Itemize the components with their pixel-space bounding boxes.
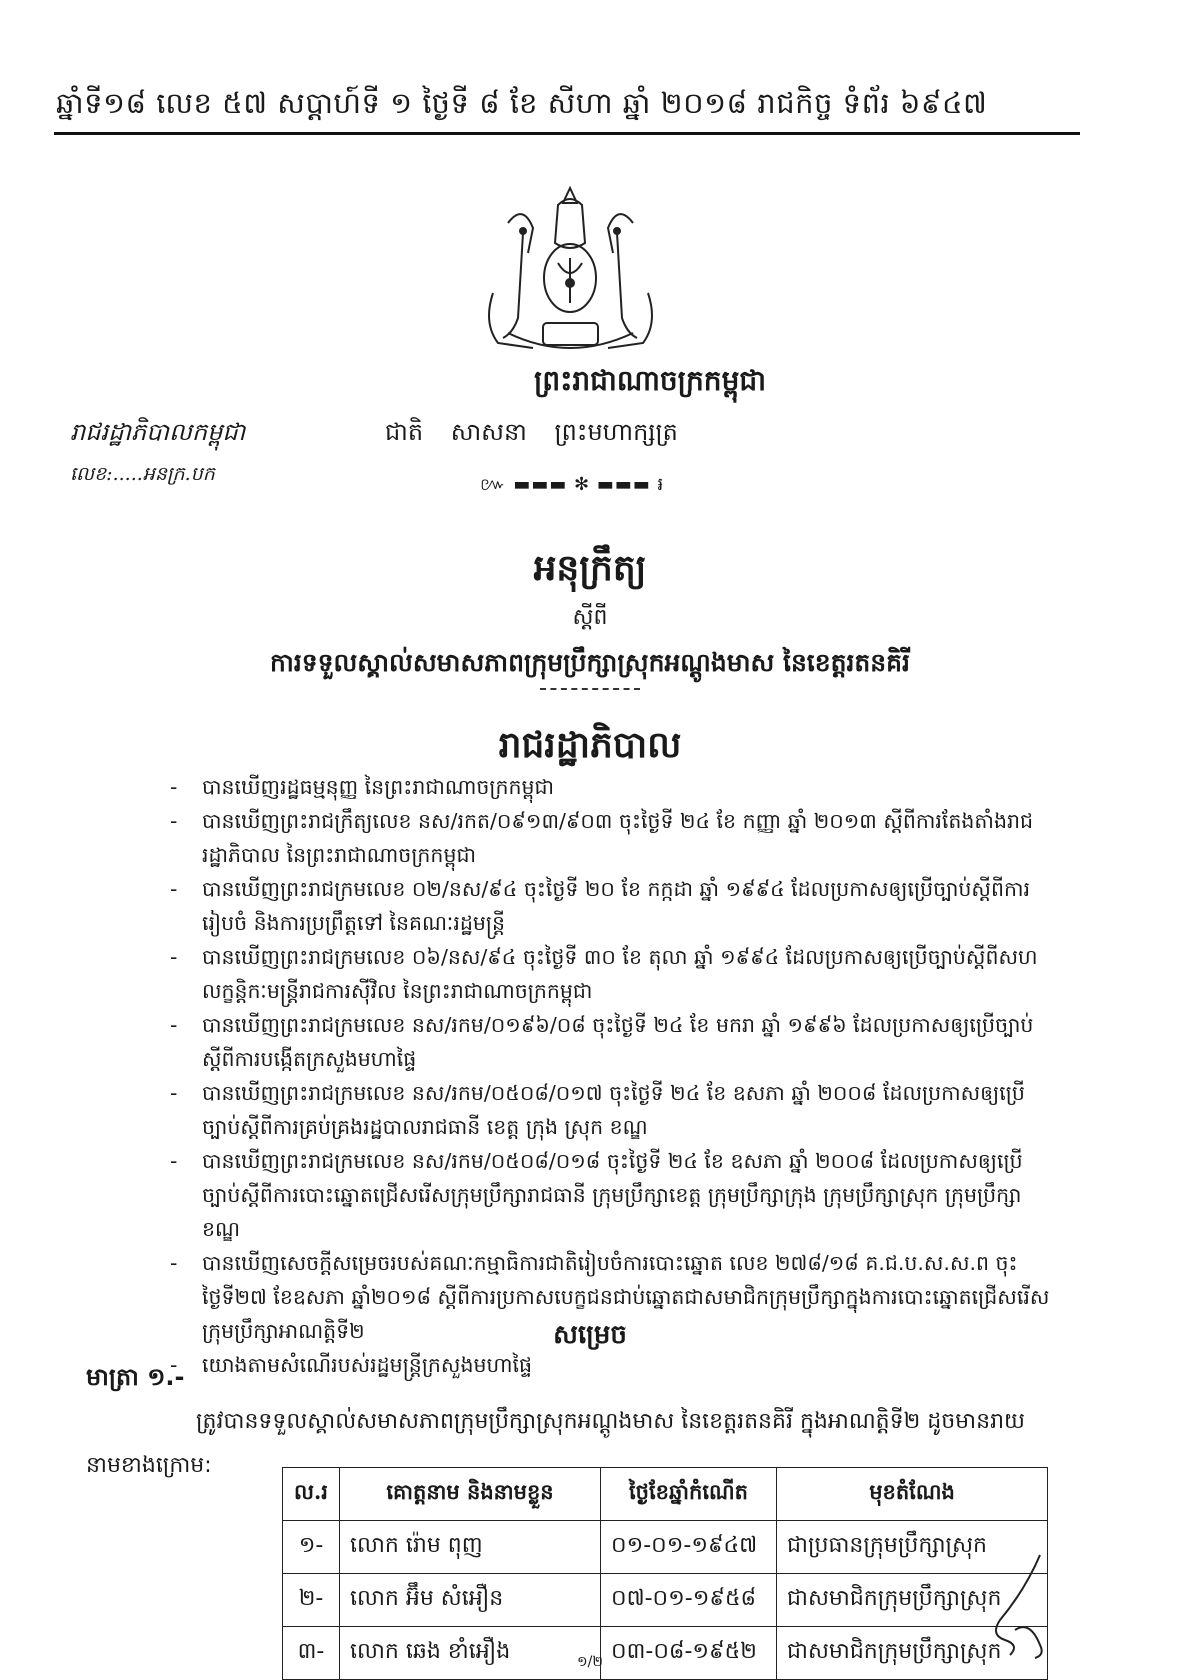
title-separator: [540, 688, 640, 692]
handwritten-initial-signature: [985, 1550, 1055, 1660]
kingdom-title: ព្រះរាជាណាចក្រកម្ពុជា: [533, 364, 766, 397]
visa-item: - បានឃើញព្រះរាជក្រមលេខ នស/រកម/០១៩៦/០៨ ចុះថ្ងៃទី ២៤ ខែ មករា ឆ្នាំ ១៩៩៦ ដែលប្រកាសឲ្យប្រើច្បាប់ស្ដីពីការបង្កើតក្រសួងមហាផ្ទៃ: [170, 1008, 1050, 1076]
motto-ornament: ៚ ▬▬▬ ✻ ▬▬▬ ៛: [480, 474, 665, 495]
table-header-row: [283, 1468, 1048, 1521]
page-number: ១/២: [577, 1654, 603, 1670]
cell-number: ៣-: [283, 1627, 340, 1680]
column-header-number: ល.រ: [283, 1468, 340, 1521]
cell-name: លោក អ៊ឹម សំអឿន: [340, 1574, 601, 1627]
cell-name: លោក រ៉ោម ពុញ: [340, 1521, 601, 1574]
issuer-title: រាជរដ្ឋាភិបាល: [498, 724, 682, 766]
visa-list: [170, 770, 1050, 1382]
visa-item: - បានឃើញព្រះរាជក្រមលេខ ០៦/នស/៩៤ ចុះថ្ងៃទី ៣០ ខែ តុលា ឆ្នាំ ១៩៩៤ ដែលប្រកាសឲ្យប្រើច្បាប់ស្ដីពីសហលក្ខន្តិកៈមន្ត្រីរាជការស៊ីវិល នៃព្រះរាជាណាចក្រកម្ពុជា: [170, 940, 1050, 1008]
national-motto: ជាតិ សាសនា ព្រះមហាក្សត្រ: [385, 418, 678, 446]
gazette-header: ឆ្នាំទី១៨ លេខ ៥៧ សប្ដាហ៍ទី ១ ថ្ងៃទី ៨ ខែ សីហា ឆ្នាំ ២០១៨ រាជកិច្ច ទំព័រ ៦៩៤៧: [56, 86, 988, 120]
cell-dob: ០៣-០៨-១៩៥២: [601, 1627, 777, 1680]
cell-role: ជាសមាជិកក្រុមប្រឹក្សាស្រុក: [777, 1574, 1048, 1627]
visa-item: - បានឃើញសេចក្ដីសម្រេចរបស់គណៈកម្មាធិការជាតិរៀបចំការបោះឆ្នោត លេខ ២៧៨/១៨ គ.ជ.ប.ស.ស.ព ចុះថ្ងៃទី២៧ ខែឧសភា ឆ្នាំ២០១៨ ស្ដីពីការប្រកាសបេក្ខជនជាប់ឆ្នោតជាសមាជិកក្រុមប្រឹក្សាក្នុងការបោះឆ្នោតជ្រើសរើសក្រុមប្រឹក្សាអាណត្តិទី២: [170, 1246, 1050, 1348]
article-heading: មាត្រា ១.-: [86, 1363, 185, 1391]
column-header-dob: ថ្ងៃខែឆ្នាំកំណើត: [601, 1468, 777, 1521]
cell-role: ជាសមាជិកក្រុមប្រឹក្សាស្រុក: [777, 1627, 1048, 1680]
document-type-title: អនុក្រឹត្យ: [533, 547, 647, 589]
cell-name: លោក ឆេង ខាំអឿង: [340, 1627, 601, 1680]
header-rule: [54, 132, 1080, 135]
reference-number: លេខ:.....អនក្រ.បក: [70, 463, 215, 485]
visa-item: - បានឃើញព្រះរាជក្រមលេខ ០២/នស/៩៤ ចុះថ្ងៃទី ២០ ខែ កក្កដា ឆ្នាំ ១៩៩៤ ដែលប្រកាសឲ្យប្រើច្បាប់ស្ដីពីការរៀបចំ និងការប្រព្រឹត្តទៅ នៃគណៈរដ្ឋមន្ត្រី: [170, 872, 1050, 940]
cell-dob: ០៧-០១-១៩៥៨: [601, 1574, 777, 1627]
council-members-table: [282, 1467, 1048, 1680]
column-header-role: មុខតំណែង: [777, 1468, 1048, 1521]
cell-number: ១-: [283, 1521, 340, 1574]
subject-label: ស្ដីពី: [572, 605, 608, 630]
subject-title: ការទទួលស្គាល់សមាសភាពក្រុមប្រឹក្សាស្រុកអណ្ដូងមាស នៃខេត្តរតនគិរី: [270, 648, 910, 677]
cell-number: ២-: [283, 1574, 340, 1627]
article-text: ត្រូវបានទទួលស្គាល់សមាសភាពក្រុមប្រឹក្សាស្រុកអណ្ដូងមាស នៃខេត្តរតនគិរី ក្នុងអាណត្តិទី២ ដូចមានរាយនាមខាងក្រោម:: [86, 1409, 1026, 1478]
government-name: រាជរដ្ឋាភិបាលកម្ពុជា: [70, 418, 246, 446]
column-header-name: គោត្តនាម និងនាមខ្លួន: [340, 1468, 601, 1521]
cell-role: ជាប្រធានក្រុមប្រឹក្សាស្រុក: [777, 1521, 1048, 1574]
cell-dob: ០១-០១-១៩៤៧: [601, 1521, 777, 1574]
visa-item: - យោងតាមសំណើរបស់រដ្ឋមន្ត្រីក្រសួងមហាផ្ទៃ: [170, 1348, 1050, 1382]
table-row: [283, 1574, 1048, 1627]
visa-item: - បានឃើញព្រះរាជក្រឹត្យលេខ នស/រកត/០៩១៣/៩០៣ ចុះថ្ងៃទី ២៤ ខែ កញ្ញា ឆ្នាំ ២០១៣ ស្ដីពីការតែងតាំងរាជរដ្ឋាភិបាល នៃព្រះរាជាណាចក្រកម្ពុជា: [170, 804, 1050, 872]
visa-item: - បានឃើញព្រះរាជក្រមលេខ នស/រកម/០៥០៨/០១៧ ចុះថ្ងៃទី ២៤ ខែ ឧសភា ឆ្នាំ ២០០៨ ដែលប្រកាសឲ្យប្រើច្បាប់ស្ដីពីការគ្រប់គ្រងរដ្ឋបាលរាជធានី ខេត្ត ក្រុង ស្រុក ខណ្ឌ: [170, 1076, 1050, 1144]
royal-coat-of-arms-emblem: [463, 183, 678, 358]
table-row: [283, 1521, 1048, 1574]
decision-heading: សម្រេច: [553, 1320, 627, 1350]
visa-item: - បានឃើញរដ្ឋធម្មនុញ្ញ នៃព្រះរាជាណាចក្រកម្ពុជា: [170, 770, 1050, 804]
visa-item: - បានឃើញព្រះរាជក្រមលេខ នស/រកម/០៥០៨/០១៨ ចុះថ្ងៃទី ២៤ ខែ ឧសភា ឆ្នាំ ២០០៨ ដែលប្រកាសឲ្យប្រើច្បាប់ស្ដីពីការបោះឆ្នោតជ្រើសរើសក្រុមប្រឹក្សារាជធានី ក្រុមប្រឹក្សាខេត្ត ក្រុមប្រឹក្សាក្រុង ក្រុមប្រឹក្សាស្រុក ក្រុមប្រឹក្សាខណ្ឌ: [170, 1144, 1050, 1246]
